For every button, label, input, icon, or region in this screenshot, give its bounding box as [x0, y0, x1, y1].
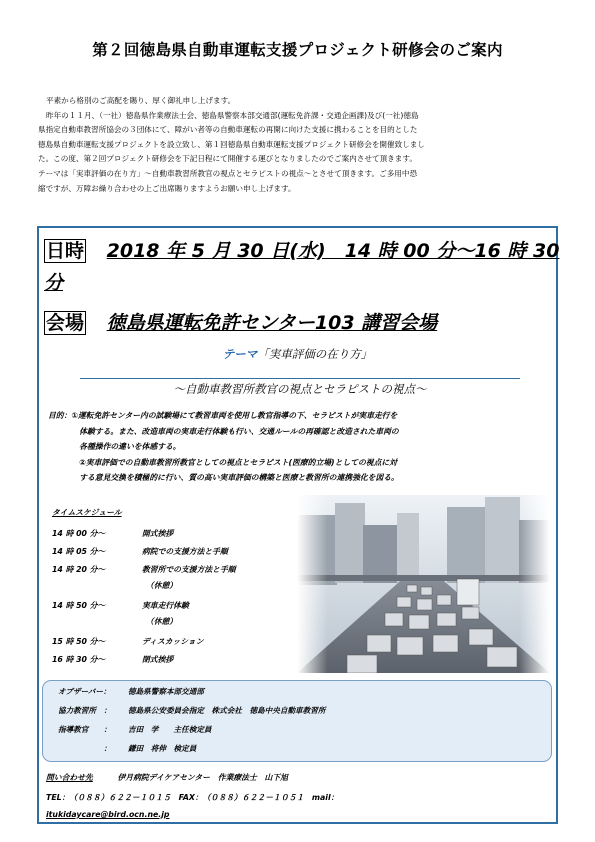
schedule-time: 15 時 50 分～ [52, 637, 106, 646]
panel-row [58, 724, 212, 735]
schedule-row [52, 616, 177, 627]
venue-label: 会場 [46, 312, 85, 334]
schedule-time: 14 時 50 分～ [52, 601, 106, 610]
schedule-heading: タイムスケジュール [52, 508, 122, 517]
datetime-line [44, 236, 559, 263]
panel-row [58, 743, 196, 754]
schedule-item: 教習所での支援方法と手順 [142, 565, 236, 574]
intro-line: 平素から格別のご高配を賜り、厚く御礼申し上げます。 [46, 96, 236, 105]
panel-row [58, 705, 325, 716]
theme-line [0, 346, 595, 362]
schedule-time: 16 時 30 分～ [52, 655, 106, 664]
schedule-item: 開式挨拶 [142, 529, 174, 538]
venue-value: 徳島県運転免許センター103 講習会場 [106, 312, 438, 334]
venue-line [44, 308, 437, 335]
purpose-line: ②実車評価での自動車教習所教官としての視点とセラピスト(医療的立場)としての視点に対 [48, 457, 397, 467]
panel-row [58, 686, 204, 697]
theme-label: テーマ [222, 347, 258, 361]
panel-key: 協力教習所 ： [58, 706, 112, 715]
datetime-label: 日時 [46, 240, 85, 262]
schedule-row [52, 546, 228, 557]
panel-value: 徳島県公安委員会指定 株式会社 徳島中央自動車教習所 [128, 706, 326, 715]
intro-line: た。この度、第２回プロジェクト研修会を下記日程にて開催する運びとなりましたのでご案内させて頂きます。 [38, 154, 417, 164]
panel-value: 吉田 学 主任検定員 [128, 725, 212, 734]
datetime-value: 2018 年 5 月 30 日(水) 14 時 00 分～16 時 30 [106, 240, 560, 262]
panel-key: オブザーバー： [58, 687, 111, 696]
schedule-row [52, 528, 173, 539]
contact-org: 伊月病院デイケアセンター 作業療法士 山下旭 [117, 773, 288, 782]
purpose-section [48, 408, 553, 486]
schedule-row [52, 636, 204, 647]
contact-email-link[interactable]: itukidaycare@bird.ocn.ne.jp [46, 810, 170, 819]
panel-key: ： [58, 744, 112, 753]
panel-value: 鎌田 将伸 検定員 [128, 744, 197, 753]
schedule-item: 病院での支援方法と手順 [142, 547, 228, 556]
schedule-item: （休憩） [142, 581, 178, 590]
schedule-time: 14 時 20 分～ [52, 565, 106, 574]
schedule-item: 閉式挨拶 [142, 655, 174, 664]
schedule-row [52, 600, 189, 611]
intro-line: テーマは「実車評価の在り方」～自動車教習所教官の視点とセラピストの視点～とさせて頂きます。ご多用中恐 [38, 168, 418, 178]
page-title: 第２回徳島県自動車運転支援プロジェクト研修会のご案内 [92, 40, 503, 59]
schedule-row [52, 654, 173, 665]
contact-tel: TEL：（０８８）６２２－１０１５ FAX：（０８８）６２２－１０５１ mail： [46, 793, 339, 802]
theme-value: 「実車評価の在り方」 [257, 347, 373, 361]
intro-line: 昨年の１１月、（一社）徳島県作業療法士会、徳島県警察本部交通部(運転免許課・交通企画課)及び(一社)徳島 [46, 110, 419, 120]
purpose-line: 目的：①運転免許センター内の試験場にて教習車両を使用し教官指導の下、セラピストが実車走行を [48, 411, 398, 420]
traffic-photo [297, 495, 550, 673]
panel-key: 指導教官 ： [58, 725, 112, 734]
intro-paragraph [38, 94, 558, 196]
contact-label: 問い合わせ先 [46, 773, 93, 782]
schedule-time: 14 時 05 分～ [52, 547, 106, 556]
panel-value: 徳島県警察本部交通部 [128, 687, 204, 696]
intro-line: 県指定自動車教習所協会の３団体にて、障がい者等の自動車運転の再開に向けた支援に携わることを目的とした [38, 125, 418, 135]
schedule-item: （休憩） [142, 617, 178, 626]
schedule-time: 14 時 00 分～ [52, 529, 106, 538]
theme-subtitle: ～自動車教習所教官の視点とセラピストの視点～ [80, 378, 520, 397]
purpose-line: 体験する。また、改造車両の実車走行体験も行い、交通ルールの再確認と改造された車両の [48, 426, 399, 436]
purpose-line: 各種操作の違いを体感する。 [48, 442, 181, 452]
intro-line: 徳島県自動車運転支援プロジェクトを設立致し、第１回徳島県自動車運転支援プロジェクト研修会を開催致しまし [38, 139, 425, 149]
schedule-row [52, 580, 177, 591]
contact-line [46, 772, 288, 783]
schedule-item: ディスカッション [142, 637, 204, 646]
schedule-item: 実車走行体験 [142, 601, 189, 610]
schedule-row [52, 564, 236, 575]
intro-line: 縮ですが、万障お繰り合わせの上ご出席賜りますようお願い申し上げます。 [38, 183, 296, 193]
datetime-value-cont: 分 [44, 272, 64, 294]
purpose-line: する意見交換を積極的に行い、質の高い実車評価の構築と医療と教習所の連携強化を図る。 [48, 473, 399, 483]
